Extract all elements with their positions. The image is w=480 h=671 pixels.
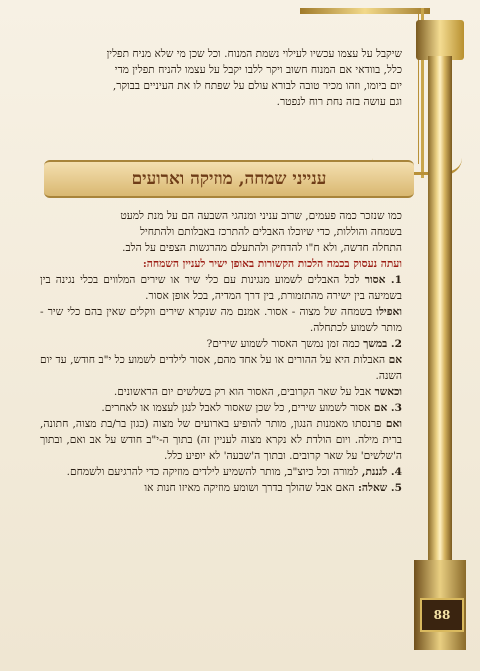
banner-title: ענייני שמחה, מוזיקה וארועים	[131, 169, 327, 189]
list-item: ואם פרנסתו מאמנות הנגון, מותר להופיע בארועים של מצוה (כגון בר/בת מצוה, חתונה, ברית מילה. ויום הולדת לא נקרא מצוה לעניין זה) בתוך ה-י"ב חודש על אב ואם, ובתוך ה'שלשים' על שאר קרובים. ובתוך ה'שבעה' לא יופיע כלל.	[40, 418, 402, 462]
list-item: 3. אם אסור לשמוע שירים, כל שכן שאסור לאבל לנגן לעצמו או לאחרים.	[101, 402, 402, 414]
top-paragraph	[40, 46, 402, 110]
list-item: 5. שאלה: האם אבל שהולך בדרך ושומע מוזיקה מאיזו חנות או	[144, 482, 402, 494]
list-item: ואפילו בשמחה של מצוה - אסור. אמנם מה שנקרא שירים ווקלים שאין בהם כלי שיר - מותר לשמוע לכתחלה.	[40, 306, 402, 334]
decorative-pillar	[414, 0, 466, 671]
list-item: אם האבלות היא על ההורים או על אחד מהם, אסור לילדים לשמוע כל י"ב חודש, עד יום השנה.	[40, 354, 402, 382]
intro-line: בשמחה והוללות, כדי שיוכלו האבלים להתרכז באבלותם ולהתחיל	[140, 226, 402, 238]
text-line: וגם עושה בזה נחת רוח לנפטר.	[276, 96, 402, 108]
pillar-shaft	[428, 56, 452, 616]
section-heading: ועתה נעסוק בכמה הלכות הקשורות באופן ישיר לעניין השמחה:	[142, 258, 402, 270]
intro-line: התחלה חדשה, ולא ח"ו להדחיק ולהתעלם מהרגשות הצפים על הלב.	[122, 242, 402, 254]
text-line: כלל, בוודאי אם המנוח חשוב ויקר ללבו יקבל על עצמו להניח תפלין מדי	[114, 64, 402, 76]
list-item: 4. לגננת, למורה וכל כיוצ"ב, מותר להשמיע לילדים מוזיקה כדי להרגיעם ולשמחם.	[66, 466, 402, 478]
section-banner	[44, 160, 414, 198]
intro-line: כמו שנזכר כמה פעמים, שרוב עניני ומנהגי השבעה הם על מנת למעט	[120, 210, 402, 222]
list-item: וכאשר אבל על שאר הקרובים, האסור הוא רק בשלשים יום הראשונים.	[113, 386, 402, 398]
list-item: 2. במשך כמה זמן נמשך האסור לשמוע שירים?	[206, 338, 402, 350]
list-item: 1. אסור לכל האבלים לשמוע מנגינות עם כלי שיר או שירים המלווים בכלי נגינה בין בשמיעה בין ישירה מהתזמורת, בין דרך המדיה, בכל אופן אסור.	[40, 274, 402, 302]
pillar-capital	[416, 20, 464, 60]
main-content	[40, 208, 402, 496]
page-number: 88	[420, 598, 464, 632]
text-line: יום ביומו, וזהו מכיר טובה לבורא עולם על שפתח לו את העיניים בבוקר,	[112, 80, 402, 92]
text-line: שיקבל על עצמו עכשיו לעילוי נשמת המנוח. וכל שכן מי שלא מניח תפלין	[106, 48, 402, 60]
